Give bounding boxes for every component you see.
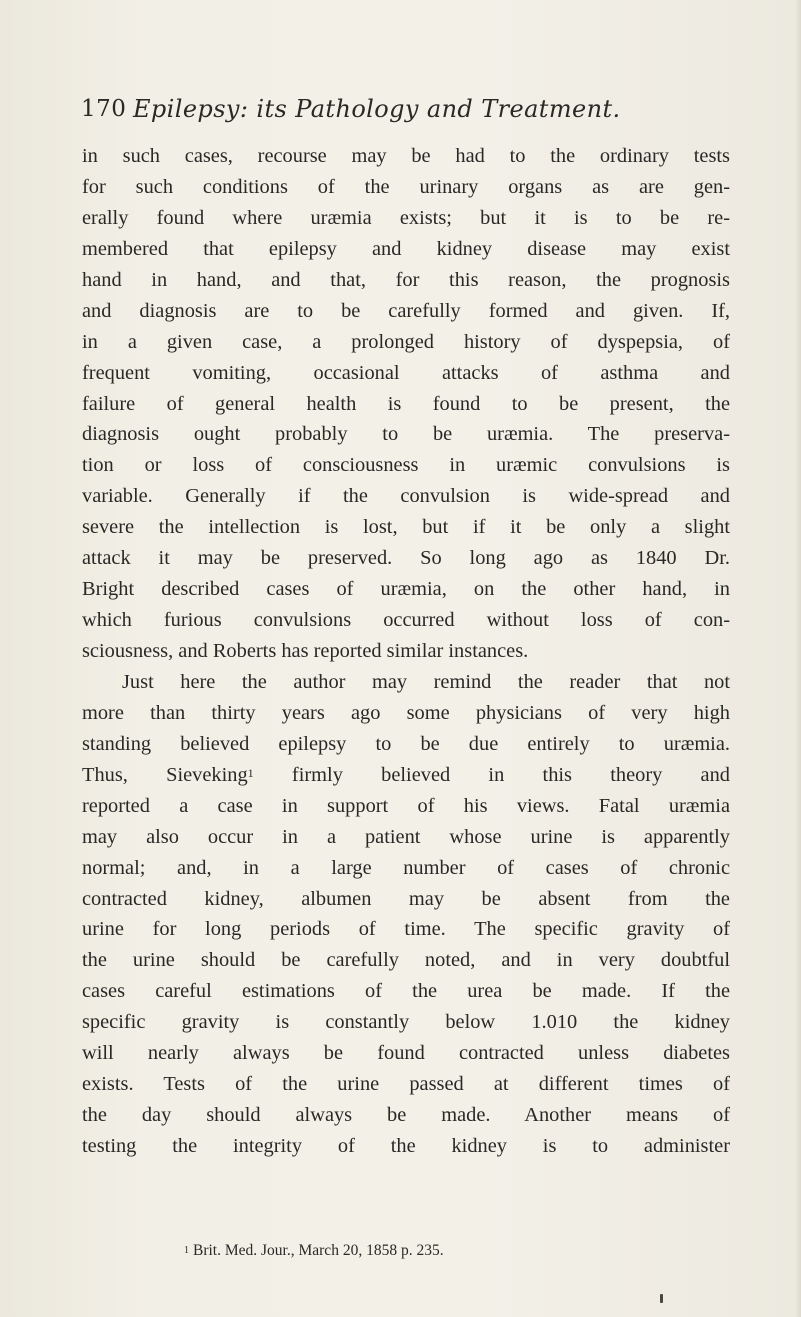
running-title: Epilepsy: its Pathology and Treatment.	[133, 95, 621, 123]
text-line: Bright described cases of uræmia, on the other hand, in	[82, 578, 730, 601]
text-line: tion or loss of consciousness in uræmic convulsions is	[82, 454, 730, 477]
text-line: testing the integrity of the kidney is to administer	[82, 1135, 730, 1157]
text-line: erally found where uræmia exists; but it is to be re-	[82, 206, 730, 229]
text-line: exists. Tests of the urine passed at different times of	[82, 1073, 730, 1096]
text-line: standing believed epilepsy to be due entirely to uræmia.	[82, 732, 730, 755]
text-line-with-footnote-ref	[82, 760, 730, 791]
text-line: Just here the author may remind the reader that not	[122, 670, 730, 693]
text-line: normal; and, in a large number of cases of chronic	[82, 856, 730, 879]
footnote-text: Brit. Med. Jour., March 20, 1858 p. 235.	[193, 1242, 444, 1259]
running-head	[81, 94, 731, 130]
text-line: frequent vomiting, occasional attacks of asthma and	[82, 361, 730, 384]
text-line: variable. Generally if the convulsion is wide-spread and	[82, 485, 730, 508]
text-line: for such conditions of the urinary organs as are gen-	[82, 175, 730, 198]
text-line: in such cases, recourse may be had to the ordinary tests	[82, 145, 730, 167]
text-line: more than thirty years ago some physicians of very high	[82, 701, 730, 724]
text-line: the urine should be carefully noted, and in very doubtful	[82, 949, 730, 972]
text-line: membered that epilepsy and kidney disease may exist	[82, 237, 730, 260]
footnote-marker: 1	[184, 1245, 189, 1256]
text-line: reported a case in support of his views. Fatal uræmia	[82, 794, 730, 817]
text-line: specific gravity is constantly below 1.010 the kidney	[82, 1011, 730, 1034]
text-line: failure of general health is found to be present, the	[82, 392, 730, 415]
text-line: cases careful estimations of the urea be made. If the	[82, 980, 730, 1003]
text-line: attack it may be preserved. So long ago as 1840 Dr.	[82, 547, 730, 570]
footnote-ref[interactable]: 1	[247, 765, 254, 780]
text-line: contracted kidney, albumen may be absent from the	[82, 887, 730, 910]
text-line: hand in hand, and that, for this reason, the prognosis	[82, 268, 730, 291]
text-line: and diagnosis are to be carefully formed and given. If,	[82, 299, 730, 322]
text-line: diagnosis ought probably to be uræmia. The preserva-	[82, 423, 730, 446]
page-number: 170	[81, 96, 127, 122]
text-line: will nearly always be found contracted unless diabetes	[82, 1042, 730, 1065]
footnote	[184, 1241, 644, 1261]
text-fragment: Thus, Sieveking	[82, 763, 248, 786]
ink-speck	[660, 1294, 663, 1303]
text-line: the day should always be made. Another means of	[82, 1104, 730, 1127]
text-fragment: firmly believed in this theory and	[291, 763, 730, 786]
body-text	[82, 141, 730, 1162]
text-line: may also occur in a patient whose urine is apparently	[82, 825, 730, 848]
text-line: severe the intellection is lost, but if it be only a slight	[82, 516, 730, 539]
page-edge-shadow	[795, 0, 801, 1317]
text-line: in a given case, a prolonged history of dyspepsia, of	[82, 330, 730, 353]
text-line: which furious convulsions occurred without loss of con-	[82, 609, 730, 632]
text-line: sciousness, and Roberts has reported similar instances.	[82, 640, 529, 662]
text-line: urine for long periods of time. The specific gravity of	[82, 918, 730, 941]
